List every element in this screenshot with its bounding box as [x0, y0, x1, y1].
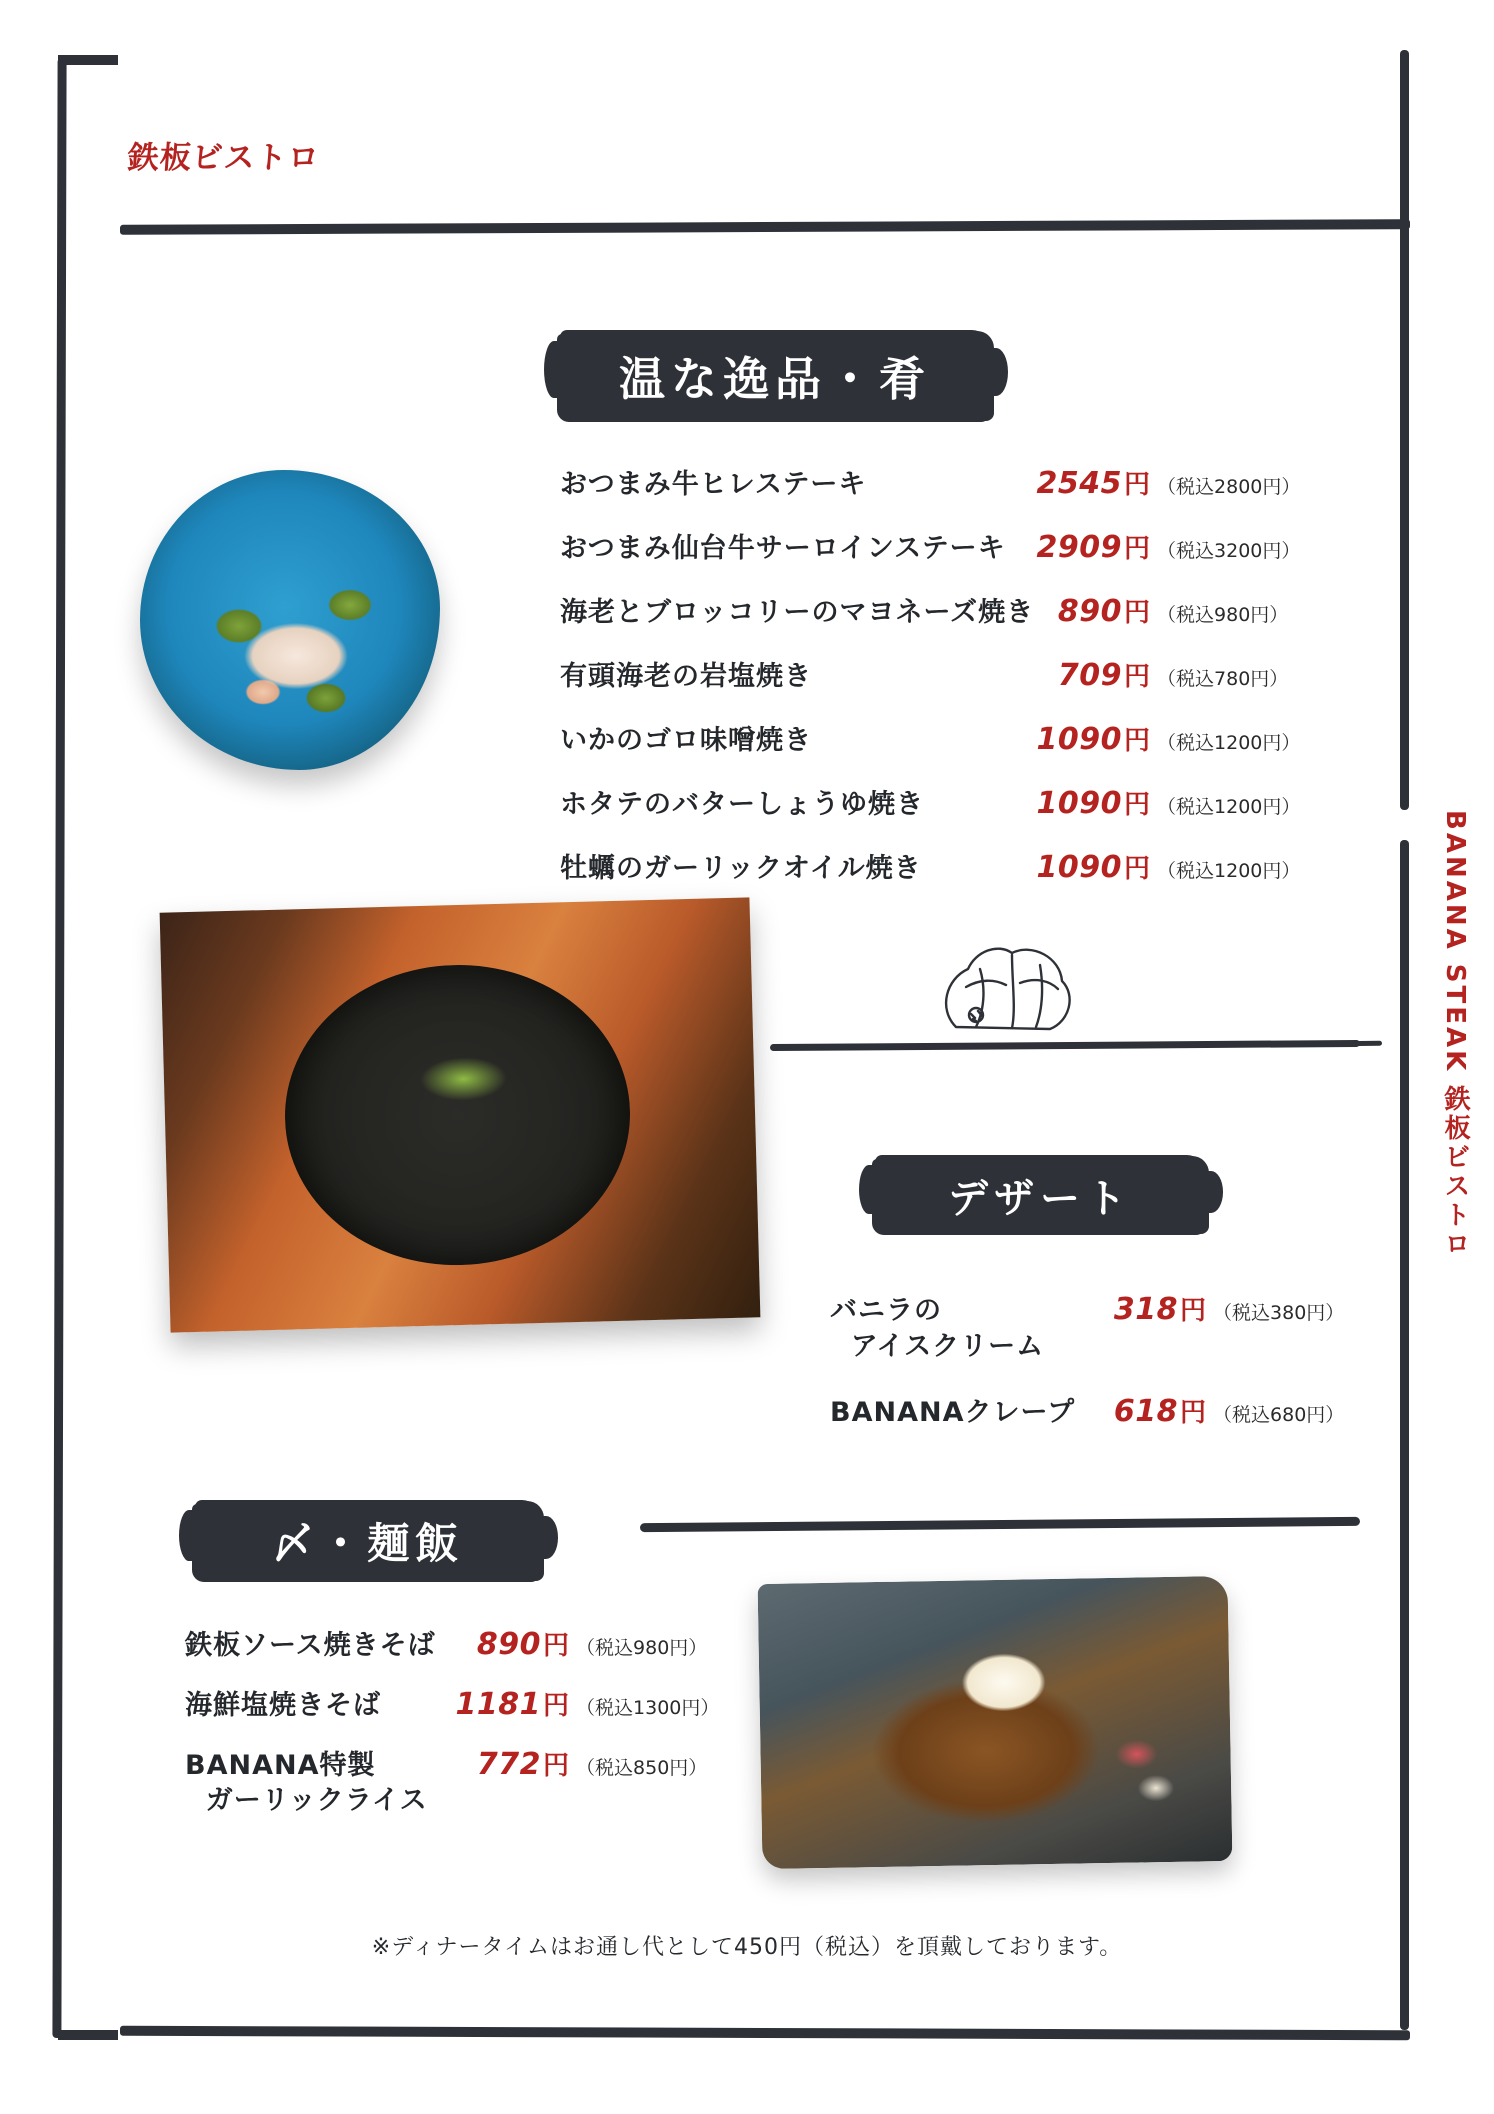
price-block: [1030, 656, 1330, 693]
section-divider: [770, 1040, 1360, 1051]
price-block: [1030, 464, 1330, 501]
dish-name: ホタテのバターしょうゆ焼き: [560, 789, 924, 820]
price-tax-included: （税込1200円）: [1157, 796, 1301, 818]
page-border-corner-bottom-left: [58, 2030, 118, 2040]
dish-name: BANANAクレープ: [830, 1396, 1076, 1428]
price-tax-included: （税込1300円）: [576, 1697, 720, 1720]
price-tax-included: （税込2800円）: [1157, 476, 1301, 498]
dish-name: バニラの アイスクリーム: [830, 1295, 1045, 1363]
menu-item-row: [560, 782, 1330, 828]
dish-name: 海老とブロッコリーのマヨネーズ焼き: [560, 597, 1035, 628]
price-tax-included: （税込680円）: [1213, 1403, 1345, 1426]
yakisoba-photo: [758, 1576, 1233, 1869]
dish-name: 牡蠣のガーリックオイル焼き: [560, 853, 922, 884]
price-currency: 円: [1180, 1397, 1207, 1428]
price-currency: 円: [543, 1691, 570, 1722]
page-border-right-upper: [1400, 50, 1409, 810]
side-brand-label: BANANA STEAK 鉄板ビストロ: [1440, 810, 1470, 1260]
section-heading-atsumono: 温な逸品・肴: [560, 330, 990, 422]
shrimp-broccoli-mayo-photo: [140, 470, 440, 770]
price-value: 890: [1057, 594, 1122, 629]
price-currency: 円: [1124, 470, 1151, 500]
price-value: 709: [1057, 658, 1122, 693]
menu-list-shime: [185, 1625, 719, 1840]
price-value: 2545: [1036, 466, 1122, 501]
menu-item-row: [560, 462, 1330, 508]
dish-name: 鉄板ソース焼きそば: [185, 1630, 436, 1661]
price-currency: 円: [543, 1751, 570, 1782]
dish-name: おつまみ仙台牛サーロインステーキ: [560, 533, 1006, 564]
menu-item-row: [830, 1392, 1344, 1431]
price-value: 772: [476, 1747, 541, 1783]
menu-item-row: [560, 718, 1330, 764]
menu-item-row: [560, 846, 1330, 892]
menu-list-dessert: [830, 1290, 1344, 1457]
dish-name: おつまみ牛ヒレステーキ: [560, 469, 867, 500]
price-value: 318: [1113, 1292, 1178, 1327]
page-border-corner-top-left: [58, 55, 118, 65]
menu-list-atsumono: [560, 462, 1330, 910]
menu-item-row: [830, 1290, 1344, 1366]
price-value: 1181: [455, 1687, 541, 1723]
price-currency: 円: [1124, 854, 1151, 884]
price-value: 890: [476, 1627, 541, 1662]
price-block: [1100, 1290, 1344, 1327]
dish-name: いかのゴロ味噌焼き: [560, 725, 812, 756]
price-block: [1030, 592, 1330, 629]
price-block: [455, 1745, 707, 1782]
price-tax-included: （税込1200円）: [1157, 860, 1301, 882]
section-stroke-shime: [640, 1517, 1360, 1532]
price-tax-included: （税込3200円）: [1157, 540, 1301, 562]
price-currency: 円: [1124, 662, 1151, 692]
price-block: [1030, 784, 1330, 821]
price-currency: 円: [543, 1631, 570, 1661]
price-value: 618: [1113, 1393, 1178, 1429]
price-block: [1030, 528, 1330, 565]
page-border-left: [52, 58, 66, 2038]
menu-item-row: [560, 654, 1330, 700]
dish-name: 有頭海老の岩塩焼き: [560, 661, 812, 692]
dish-name: 海鮮塩焼きそば: [185, 1690, 381, 1722]
section-heading-shime: 〆・麺飯: [195, 1500, 540, 1582]
dish-name: BANANA特製 ガーリックライス: [185, 1750, 428, 1817]
price-currency: 円: [1180, 1296, 1207, 1326]
menu-item-row: [560, 526, 1330, 572]
squid-goro-miso-photo: [160, 897, 761, 1332]
page-title: 鉄板ビストロ: [126, 140, 322, 176]
price-block: [1100, 1392, 1344, 1429]
garlic-doodle-icon: [920, 935, 1090, 1045]
footer-note: ※ディナータイムはお通し代として450円（税込）を頂戴しております。: [371, 1935, 1123, 1960]
price-value: 1090: [1036, 722, 1122, 757]
price-tax-included: （税込980円）: [576, 1637, 708, 1659]
price-currency: 円: [1124, 598, 1151, 628]
price-tax-included: （税込1200円）: [1157, 732, 1301, 754]
price-currency: 円: [1124, 726, 1151, 756]
menu-item-row: [185, 1685, 719, 1723]
section-heading-dessert: デザート: [875, 1155, 1205, 1235]
menu-item-row: [560, 590, 1330, 636]
price-block: [455, 1685, 719, 1722]
price-tax-included: （税込850円）: [576, 1757, 708, 1780]
price-block: [1030, 720, 1330, 757]
page-border-bottom: [120, 2026, 1410, 2041]
price-value: 1090: [1036, 786, 1122, 821]
price-tax-included: （税込380円）: [1213, 1302, 1345, 1324]
price-currency: 円: [1124, 534, 1151, 564]
menu-item-row: [185, 1745, 719, 1818]
page-border-top: [120, 219, 1410, 235]
price-tax-included: （税込980円）: [1157, 604, 1289, 626]
price-block: [1030, 848, 1330, 885]
price-block: [455, 1625, 707, 1662]
price-currency: 円: [1124, 790, 1151, 820]
price-value: 1090: [1036, 850, 1122, 885]
menu-item-row: [185, 1625, 719, 1663]
page-border-right-lower: [1400, 840, 1409, 2030]
price-value: 2909: [1036, 530, 1122, 565]
price-tax-included: （税込780円）: [1157, 668, 1289, 690]
